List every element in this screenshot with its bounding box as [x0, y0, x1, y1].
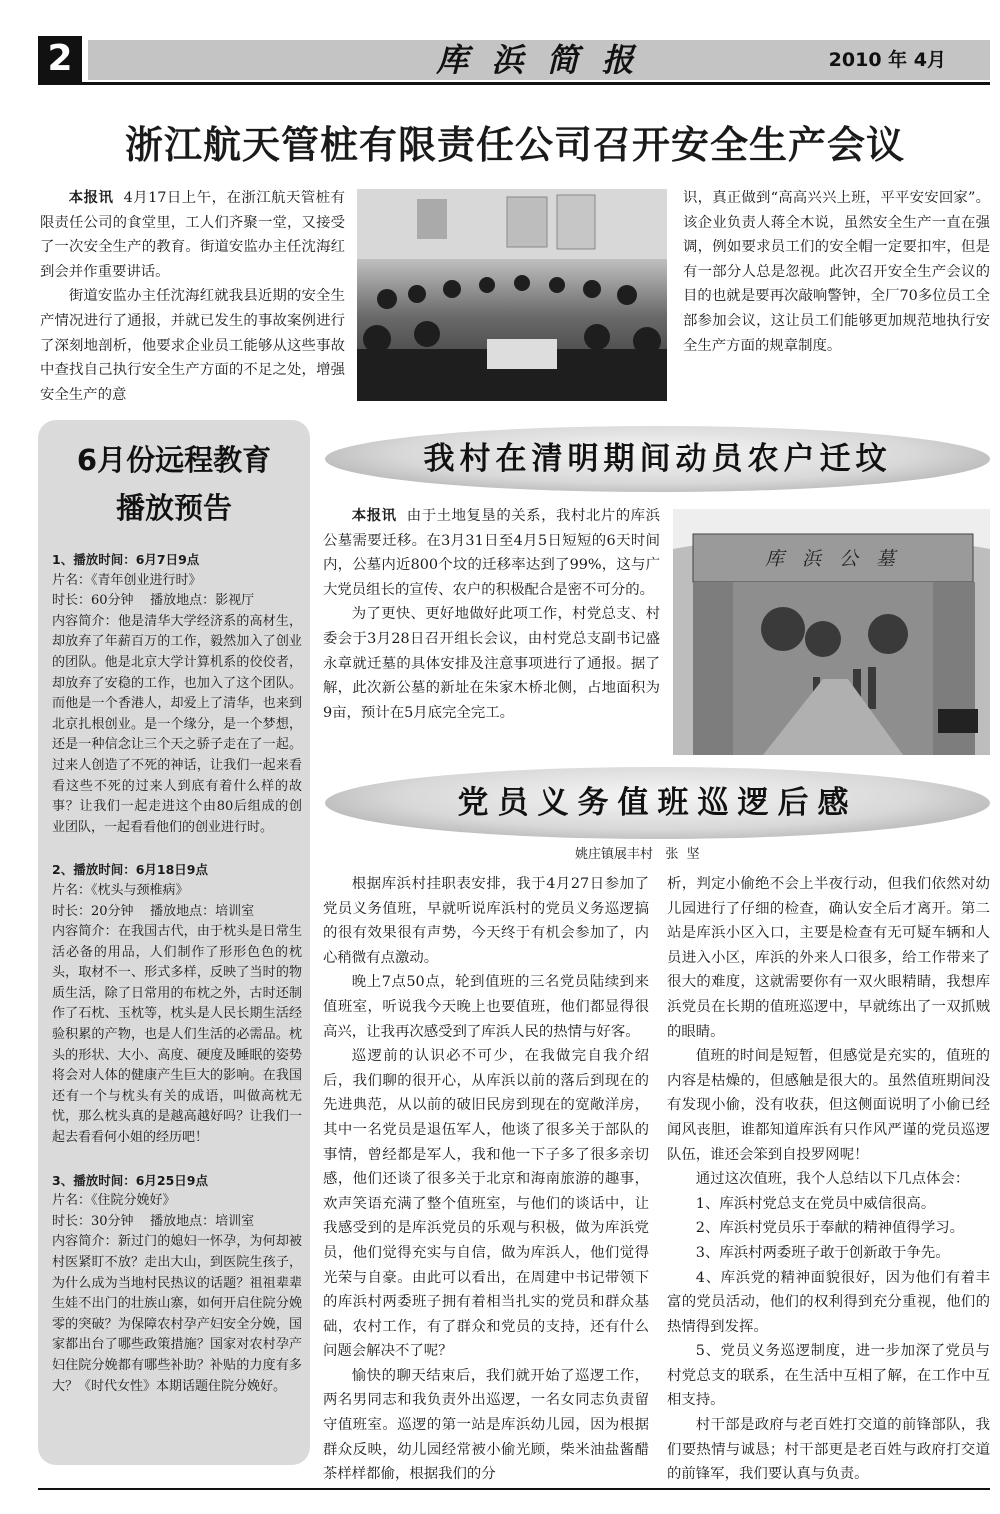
article3-list-item: 1、库浜村党总支在党员中威信很高。	[695, 1195, 936, 1212]
article3-col1	[323, 872, 649, 1487]
article3-list-item: 4、库浜党的精神面貌很好，因为他们有着丰富的党员活动，他们的权利得到充分重视，他们的热情得到发挥。	[667, 1269, 990, 1335]
cemetery-gate-photo	[673, 509, 990, 755]
article2-title: 我村在清明期间动员农户迁坟	[423, 441, 892, 477]
broadcast-desc: 内容简介：新过门的媳妇一怀孕，为何却被村医紧盯不放？走出大山，到医院生孩子，为什么成为当地村民热议的话题？祖祖辈辈生娃不出门的壮族山寨，如何开启住院分娩零的突破？为保障农村孕产妇安全分娩，国家都出台了哪些政策措施？国家对农村孕产妇住院分娩都有哪些补助？补贴的力度有多大？《时代女性》本期话题住院分娩好。	[52, 1234, 302, 1394]
broadcast-item	[52, 860, 302, 1148]
article1-col1	[40, 186, 345, 407]
article2-text	[323, 504, 660, 725]
meeting-photo-graphic	[357, 189, 667, 401]
article1-lead: 本报讯	[68, 190, 114, 206]
article2-para1: 本报讯 由于土地复垦的关系，我村北片的库浜公墓需要迁移。在3月31日至4月5日短短的6天时间内，公墓内近800个坟的迁移率达到了99%，这与广大党员组长的宣传、农户的积极配合是密不可分的。	[323, 508, 660, 598]
broadcast-time: 1、播放时间：6月7日9点	[52, 552, 200, 567]
sidebar-title-line2: 播放预告	[115, 491, 232, 525]
broadcast-film: 片名：《住院分娩好》	[52, 1193, 176, 1209]
sidebar-box	[38, 420, 310, 1465]
broadcast-time: 2、播放时间：6月18日9点	[52, 862, 208, 878]
article3-title-banner	[325, 767, 990, 839]
article3-para: 根据库浜村挂职表安排，我于4月27日参加了党员义务值班，早就听说库浜村的党员义务巡逻搞的很有效果很有声势，今天终于有机会参加了，内心稍微有点激动。	[323, 876, 649, 966]
broadcast-item	[52, 1171, 302, 1398]
broadcast-film: 片名：《青年创业进行时》	[52, 572, 202, 588]
article2-lead: 本报讯	[351, 508, 397, 524]
broadcast-item	[52, 550, 302, 838]
footer-rule	[38, 1488, 990, 1490]
article3-para: 晚上7点50点，轮到值班的三名党员陆续到来值班室，听说我今天晚上也要值班，他们都显得很高兴，让我再次感受到了库浜人民的热情与好客。	[323, 974, 649, 1040]
article2-title-banner	[325, 426, 990, 492]
sidebar-title-line1: 6月份远程教育	[76, 443, 272, 477]
article3-list-item: 2、库浜村党员乐于奉献的精神值得学习。	[695, 1220, 964, 1237]
article1-title: 浙江航天管桩有限责任公司召开安全生产会议	[124, 123, 905, 167]
masthead: 库 浜 简 报	[436, 41, 640, 79]
meeting-photo	[357, 189, 667, 401]
article3-para: 析，判定小偷绝不会上半夜行动，但我们依然对幼儿园进行了仔细的检查，确认安全后才离开。第二站是库浜小区入口，主要是检查有无可疑车辆和人员进入小区，库浜的外来人口很多，给工作带来了很大的难度，这就需要你有一双火眼精睛，我想库浜党员在长期的值班巡逻中，早就练出了一双抓贼的眼睛。	[667, 876, 990, 1040]
article3-para: 通过这次值班，我个人总结以下几点体会：	[695, 1171, 970, 1188]
article3-para: 巡逻前的认识必不可少，在我做完自我介绍后，我们聊的很开心，从库浜以前的落后到现在的先进典范，从以前的破旧民房到现在的宽敞洋房，其中一名党员是退伍军人，他谈了很多关于部队的事情，曾经都是军人，我和他一下子多了很多亲切感，他们还谈了很多关于北京和海南旅游的趣事，欢声笑语充满了整个值班室，与他们的谈话中，让我感受到的是库浜党员的乐观与积极，做为库浜党员，他们觉得充实与自信，做为库浜人，他们觉得光荣与自豪。由此可以看出，在周建中书记带领下的库浜村两委班子拥有着相当扎实的党员和群众基础，农村工作，有了群众和党员的支持，还有什么问题会解决不了呢？	[323, 1048, 649, 1360]
article3-title: 党员义务值班巡逻后感	[457, 785, 858, 821]
broadcast-meta: 时长：20分钟 播放地点：培训室	[52, 903, 255, 919]
article3-list-item: 3、库浜村两委班子敢于创新敢于争先。	[695, 1244, 950, 1261]
broadcast-desc: 内容简介：在我国古代，由于枕头是日常生活必备的用品，人们制作了形形色色的枕头，取材不一、形式多样，反映了当时的物质生活，除了日常用的布枕之外，古时还制作了石枕、玉枕等，枕头是人民长期生活经验积累的产物，也是人们生活的必需品。枕头的形状、大小、高度、硬度及睡眠的姿势将会对人体的健康产生巨大的影响。在我国还有一个与枕头有关的成语，叫做高枕无忧，那么枕头真的是越高越好吗？让我们一起去看看何小姐的经历吧！	[52, 924, 302, 1146]
gate-inscription: 库 浜 公 墓	[764, 548, 902, 570]
article3-para: 愉快的聊天结束后，我们就开始了巡逻工作，两名男同志和我负责外出巡逻，一名女同志负责留守值班室。巡逻的第一站是库浜幼儿园，因为根据群众反映，幼儿园经常被小偷光顾，柴米油盐酱醋茶样样都偷，根据我们的分	[323, 1367, 649, 1483]
broadcast-desc: 内容简介：他是清华大学经济系的高材生，却放弃了年薪百万的工作，毅然加入了创业的团队。他是北京大学计算机系的佼佼者，却放弃了安稳的工作，也加入了这个团队。而他是一个香港人，却爱上了清华，也来到北京扎根创业。是一个缘分，是一个梦想，还是一种信念让三个天之骄子走在了一起。过来人创造了不死的神话，让我们一起来看看这些不死的过来人到底有着什么样的故事？让我们一起走进这个由80后组成的创业团队，一起看看他们的创业进行时。	[52, 613, 302, 835]
broadcast-schedule	[52, 550, 302, 1419]
broadcast-meta: 时长：60分钟 播放地点：影视厅	[52, 593, 255, 609]
article2-para2: 为了更快、更好地做好此项工作，村党总支、村委会于3月28日召开组长会议，由村党总支副书记盛永章就迁墓的具体安排及注意事项进行了通报。据了解，此次新公墓的新址在朱家木桥北侧，占地面积为9亩，预计在5月底完全完工。	[323, 606, 660, 721]
page-header	[38, 36, 990, 85]
sidebar-title	[38, 436, 310, 532]
page-number: 2	[47, 38, 73, 79]
article3-col2	[667, 872, 990, 1487]
broadcast-time: 3、播放时间：6月25日9点	[52, 1172, 208, 1188]
broadcast-meta: 时长：30分钟 播放地点：培训室	[52, 1213, 255, 1229]
article1-para3: 识，真正做到“高高兴兴上班，平平安安回家”。该企业负责人蒋全木说，虽然安全生产一直在强调，例如要求员工们的安全帽一定要扣牢，但是有一部分人总是忽视。此次召开安全生产会议的目的也就是要再次敲响警钟，全厂70多位员工全部参加会议，这让员工们能够更加规范地执行安全生产方面的规章制度。	[683, 190, 990, 354]
issue-date: 2010 年 4月	[828, 49, 946, 71]
article3-list-item: 5、党员义务巡逻制度，进一步加深了党员与村党总支的联系，在生活中互相了解，在工作中互相支持。	[667, 1343, 990, 1409]
article1-para2: 街道安监办主任沈海红就我县近期的安全生产情况进行了通报，并就已发生的事故案例进行了深刻地剖析，他要求企业员工能够从这些事故中查找自己执行安全生产方面的不足之处，增强安全生产的意	[40, 288, 345, 403]
article3-byline: 姚庄镇展丰村 张 坚	[575, 847, 700, 862]
article3-para: 值班的时间是短暂，但感觉是充实的，值班的内容是枯燥的，但感触是很大的。虽然值班期间没有发现小偷，没有收获，但这侧面说明了小偷已经闻风丧胆，谁都知道库浜有只作风严谨的党员巡逻队伍，谁还会笨到自投罗网呢！	[667, 1048, 990, 1163]
article3-para: 村干部是政府与老百姓打交道的前锋部队，我们要热情与诚恳；村干部更是老百姓与政府打交道的前锋军，我们要认真与负责。	[667, 1417, 990, 1483]
broadcast-film: 片名：《枕头与颈椎病》	[52, 882, 189, 898]
article1-para1: 本报讯 4月17日上午，在浙江航天管桩有限责任公司的食堂里，工人们齐聚一堂，又接受了一次安全生产的教育。街道安监办主任沈海红到会并作重要讲话。	[40, 190, 346, 280]
page-number-box	[38, 36, 82, 82]
article1-col3	[683, 186, 990, 358]
